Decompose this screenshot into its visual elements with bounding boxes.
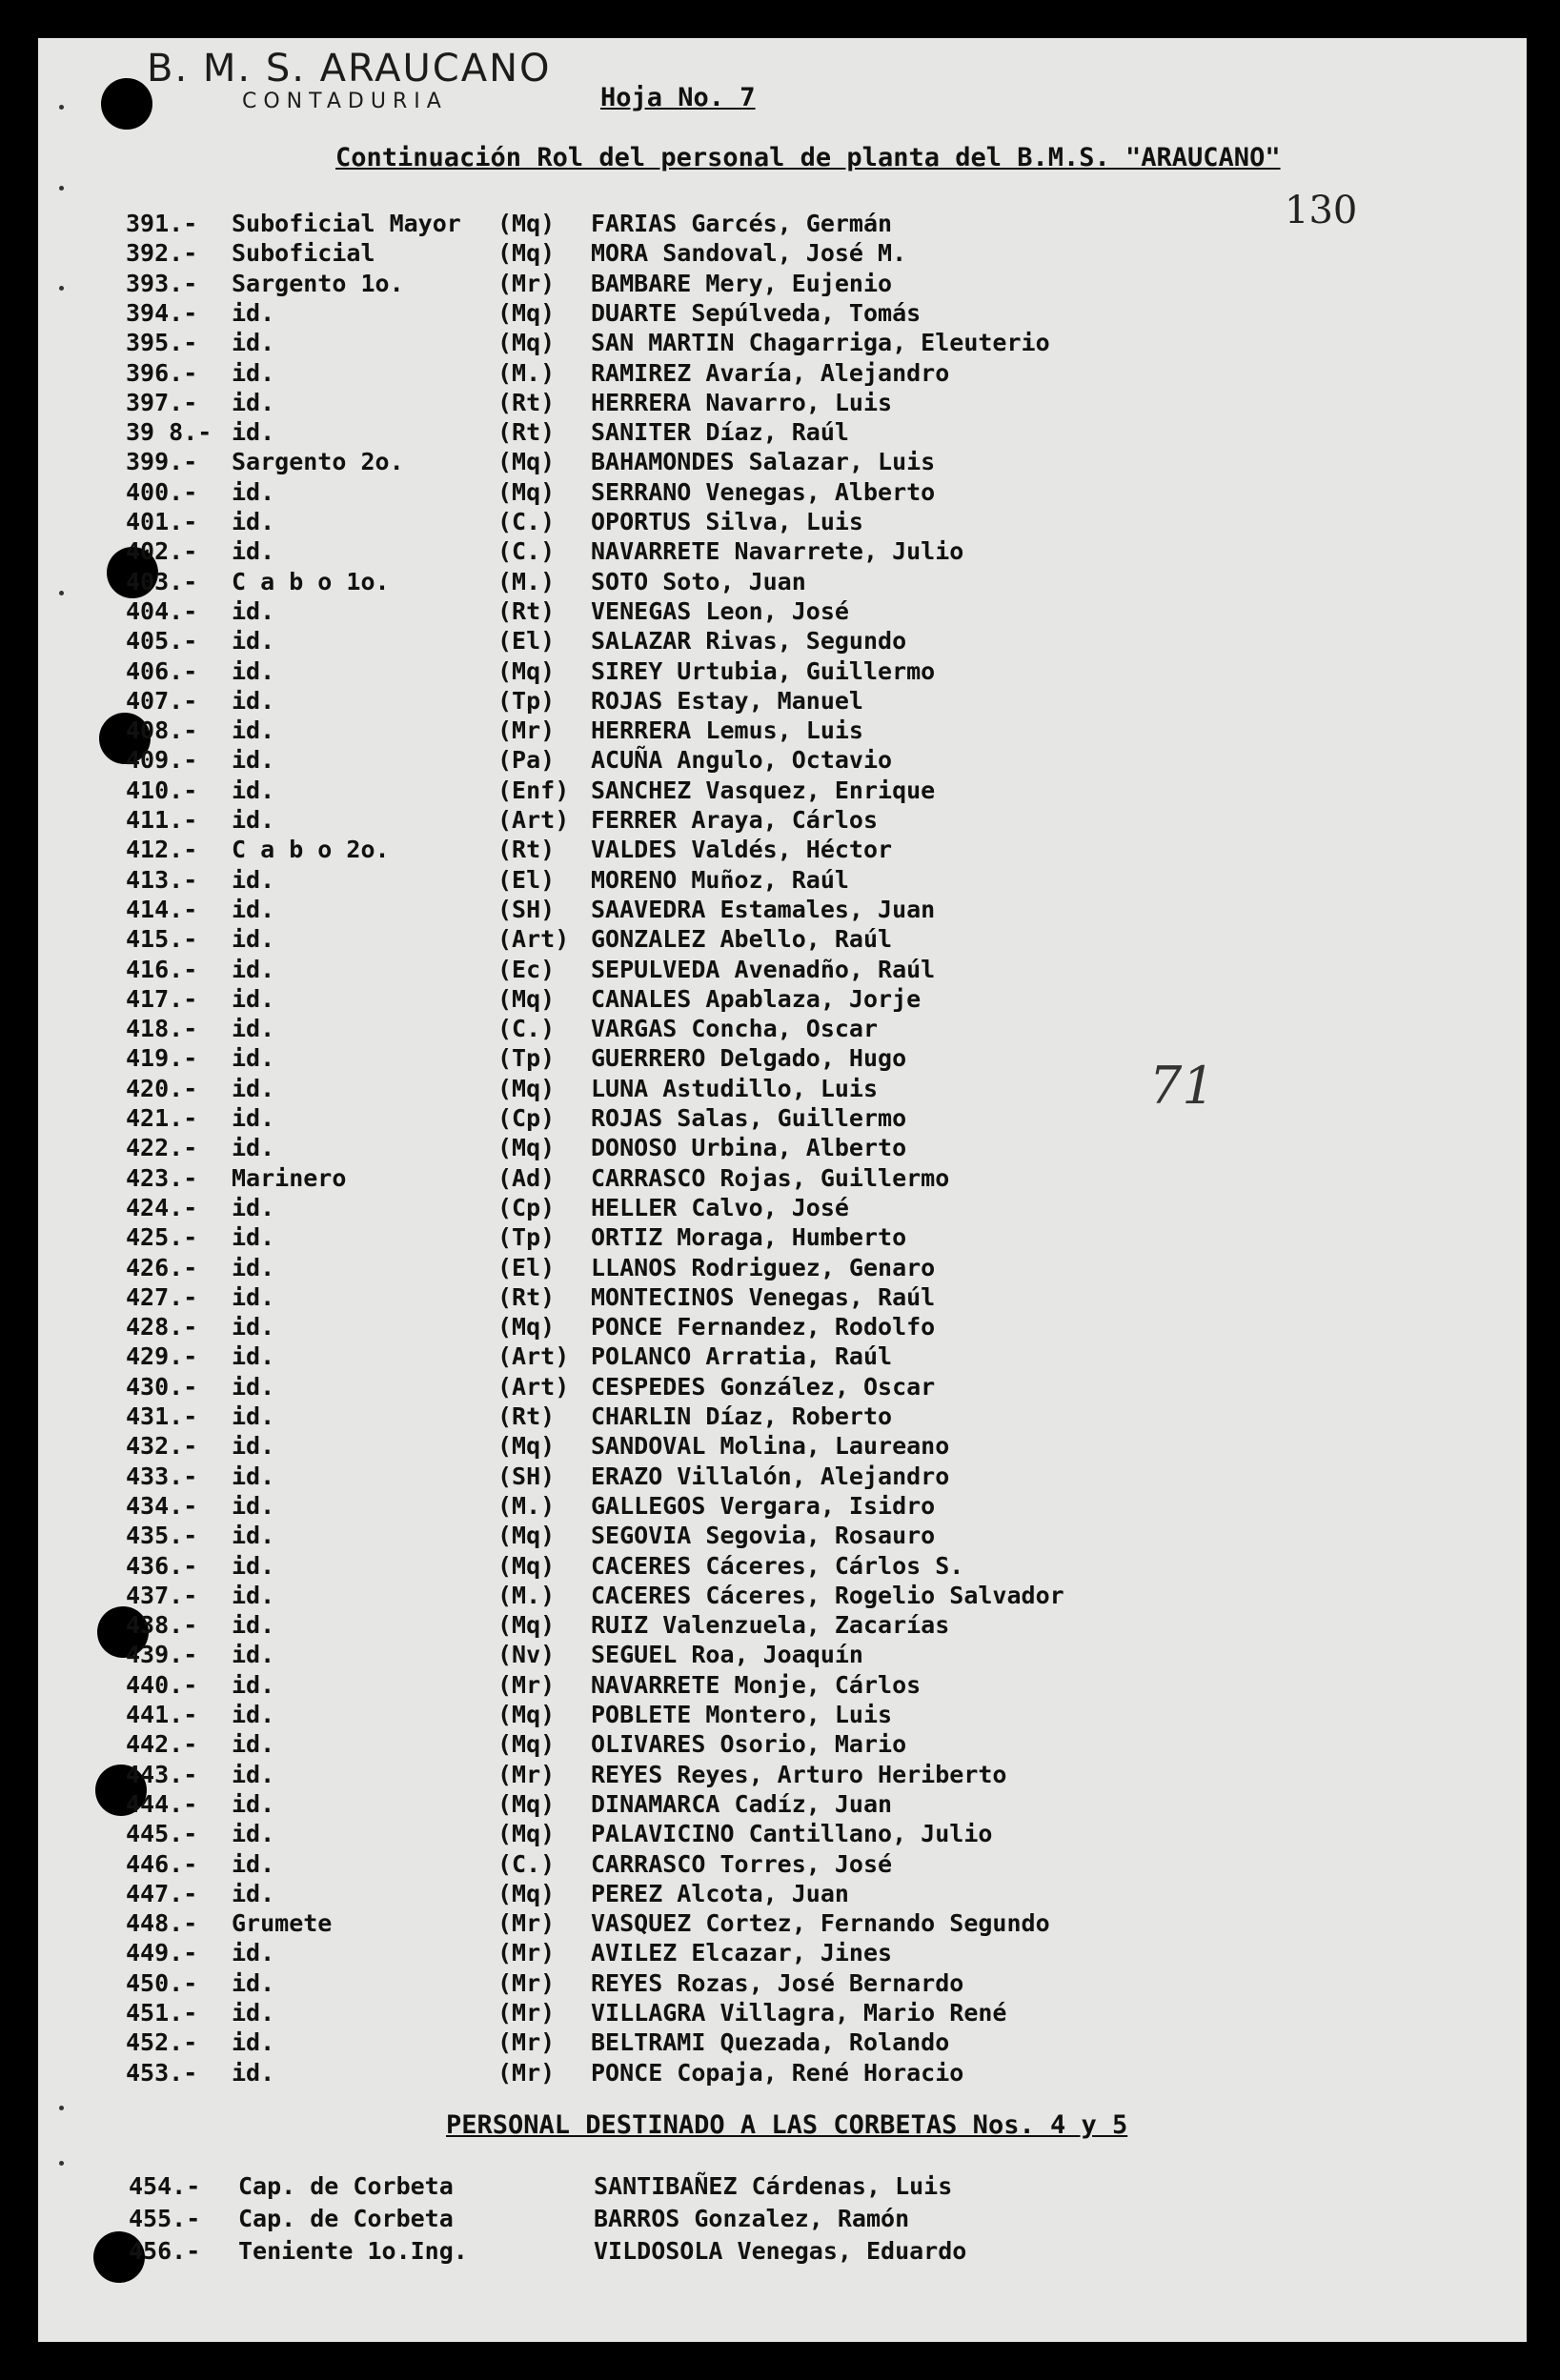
speck: [59, 186, 64, 191]
row-specialty: (Mr): [497, 1968, 556, 1997]
row-specialty: (Mq): [497, 984, 556, 1013]
row-number: 442.-: [126, 1730, 198, 1759]
row-rank: id.: [232, 1999, 275, 2027]
row-specialty: (Rt): [497, 836, 556, 864]
row-number: 406.-: [126, 656, 198, 685]
row-name: REYES Reyes, Arturo Heriberto: [591, 1760, 1007, 1788]
row-name: PALAVICINO Cantillano, Julio: [591, 1820, 993, 1848]
row-specialty: (Mq): [497, 1134, 556, 1162]
row-rank: id.: [232, 1581, 275, 1609]
row-rank: id.: [232, 1193, 275, 1221]
row-rank: id.: [232, 1313, 275, 1341]
row-rank: Sargento 2o.: [232, 448, 404, 476]
row-specialty: (Art): [497, 806, 570, 834]
row-number: 440.-: [126, 1670, 198, 1699]
row-rank: id.: [232, 716, 275, 745]
row-name: PEREZ Alcota, Juan: [591, 1879, 849, 1907]
row-rank: id.: [232, 1253, 275, 1281]
row-number: 409.-: [126, 746, 198, 775]
row-rank: id.: [232, 2058, 275, 2087]
row-number: 453.-: [126, 2058, 198, 2087]
row-number: 403.-: [126, 567, 198, 595]
speck: [59, 286, 64, 291]
row-rank: id.: [232, 537, 275, 566]
row-rank: id.: [232, 1760, 275, 1788]
row-name: SANCHEZ Vasquez, Enrique: [591, 776, 936, 804]
row-specialty: (Rt): [497, 1282, 556, 1311]
row-number: 435.-: [126, 1522, 198, 1550]
row-specialty: (Rt): [497, 1402, 556, 1430]
row-rank: id.: [232, 1044, 275, 1073]
row-specialty: (Mq): [497, 477, 556, 506]
speck: [59, 591, 64, 595]
row-specialty: (Mq): [497, 1730, 556, 1759]
row-rank: id.: [232, 1820, 275, 1848]
row-number: 415.-: [126, 925, 198, 954]
stamp-ship-name: B. M. S. ARAUCANO: [147, 47, 552, 91]
row-number: 431.-: [126, 1402, 198, 1430]
row-rank: Suboficial: [232, 239, 375, 268]
document-title: Continuación Rol del personal de planta del B.M.S. "ARAUCANO": [335, 143, 1281, 172]
row-name: SAAVEDRA Estamales, Juan: [591, 895, 936, 923]
row-specialty: (Tp): [497, 1223, 556, 1252]
row-name: SEPULVEDA Avenadño, Raúl: [591, 955, 936, 983]
row-specialty: (Mq): [497, 1611, 556, 1640]
row-name: SANTIBAÑEZ Cárdenas, Luis: [594, 2172, 953, 2200]
row-specialty: (Mr): [497, 2028, 556, 2057]
row-rank: id.: [232, 1701, 275, 1728]
ship-stamp: [147, 48, 552, 114]
row-specialty: (Mq): [497, 656, 556, 685]
row-rank: id.: [232, 776, 275, 804]
row-rank: C a b o 2o.: [232, 836, 390, 864]
row-rank: id.: [232, 1522, 275, 1550]
row-specialty: (SH): [497, 1462, 556, 1490]
stamp-department: CONTADURIA: [242, 90, 448, 113]
row-name: LUNA Astudillo, Luis: [591, 1074, 879, 1102]
row-rank: Cap. de Corbeta: [238, 2205, 454, 2232]
row-name: BARROS Gonzalez, Ramón: [594, 2205, 910, 2232]
row-number: 394.-: [126, 298, 198, 327]
row-specialty: (El): [497, 1253, 556, 1281]
row-rank: id.: [232, 1462, 275, 1490]
row-name: CARRASCO Rojas, Guillermo: [591, 1163, 950, 1192]
row-number: 447.-: [126, 1879, 198, 1907]
row-rank: id.: [232, 329, 275, 357]
row-specialty: (Mq): [497, 448, 556, 476]
row-number: 456.-: [129, 2237, 201, 2265]
page-number: 130: [1285, 189, 1358, 232]
row-specialty: (Mr): [497, 1760, 556, 1788]
row-name: ERAZO Villalón, Alejandro: [591, 1462, 950, 1490]
row-rank: id.: [232, 627, 275, 656]
row-rank: Teniente 1o.Ing.: [238, 2237, 468, 2265]
row-name: BAMBARE Mery, Eujenio: [591, 269, 893, 297]
row-number: 423.-: [126, 1163, 198, 1192]
row-number: 419.-: [126, 1044, 198, 1073]
row-name: HELLER Calvo, José: [591, 1193, 849, 1221]
row-number: 408.-: [126, 716, 198, 745]
row-number: 436.-: [126, 1551, 198, 1580]
row-number: 451.-: [126, 1999, 198, 2027]
row-name: SALAZAR Rivas, Segundo: [591, 627, 907, 656]
row-name: NAVARRETE Monje, Cárlos: [591, 1670, 922, 1699]
row-name: SANITER Díaz, Raúl: [591, 418, 849, 447]
row-rank: id.: [232, 1282, 275, 1311]
row-specialty: (Mq): [497, 1074, 556, 1102]
row-name: LLANOS Rodriguez, Genaro: [591, 1253, 936, 1281]
row-number: 438.-: [126, 1611, 198, 1640]
row-number: 395.-: [126, 329, 198, 357]
row-number: 418.-: [126, 1015, 198, 1043]
row-rank: id.: [232, 508, 275, 535]
row-specialty: (Art): [497, 1372, 570, 1401]
row-number: 449.-: [126, 1939, 198, 1967]
row-rank: id.: [232, 2028, 275, 2057]
row-rank: id.: [232, 746, 275, 775]
row-name: ROJAS Salas, Guillermo: [591, 1104, 907, 1132]
row-number: 413.-: [126, 865, 198, 894]
row-number: 444.-: [126, 1789, 198, 1818]
row-specialty: (Mq): [497, 239, 556, 268]
handwritten-mark: 71: [1149, 1056, 1215, 1116]
row-number: 393.-: [126, 269, 198, 297]
row-specialty: (Tp): [497, 1044, 556, 1073]
row-name: SOTO Soto, Juan: [591, 567, 806, 595]
row-rank: id.: [232, 1968, 275, 1997]
row-number: 434.-: [126, 1491, 198, 1520]
row-number: 399.-: [126, 448, 198, 476]
row-name: CESPEDES González, Oscar: [591, 1372, 936, 1401]
row-number: 411.-: [126, 806, 198, 834]
row-specialty: (Mq): [497, 1432, 556, 1461]
row-name: SIREY Urtubia, Guillermo: [591, 656, 936, 685]
row-number: 454.-: [129, 2172, 201, 2200]
row-specialty: (C.): [497, 508, 556, 535]
row-rank: Suboficial Mayor: [232, 210, 461, 237]
row-specialty: (Ad): [497, 1163, 556, 1192]
row-rank: Sargento 1o.: [232, 269, 404, 297]
row-rank: id.: [232, 806, 275, 834]
row-specialty: (Art): [497, 925, 570, 954]
row-rank: id.: [232, 1372, 275, 1401]
row-rank: id.: [232, 1015, 275, 1043]
row-specialty: (C.): [497, 1849, 556, 1878]
row-specialty: (M.): [497, 1491, 556, 1520]
row-name: CACERES Cáceres, Rogelio Salvador: [591, 1581, 1064, 1609]
row-rank: Marinero: [232, 1163, 347, 1192]
row-specialty: (Mr): [497, 269, 556, 297]
row-name: BAHAMONDES Salazar, Luis: [591, 448, 936, 476]
row-specialty: (El): [497, 865, 556, 894]
row-number: 410.-: [126, 776, 198, 804]
row-rank: id.: [232, 298, 275, 327]
row-number: 396.-: [126, 358, 198, 387]
row-name: PONCE Copaja, René Horacio: [591, 2058, 964, 2087]
row-name: FARIAS Garcés, Germán: [591, 210, 893, 237]
row-number: 430.-: [126, 1372, 198, 1401]
row-number: 414.-: [126, 895, 198, 923]
row-name: GALLEGOS Vergara, Isidro: [591, 1491, 936, 1520]
row-rank: id.: [232, 984, 275, 1013]
row-number: 400.-: [126, 477, 198, 506]
row-number: 404.-: [126, 596, 198, 625]
row-specialty: (Mq): [497, 1313, 556, 1341]
row-number: 421.-: [126, 1104, 198, 1132]
row-specialty: (Art): [497, 1342, 570, 1371]
row-number: 428.-: [126, 1313, 198, 1341]
row-name: VENEGAS Leon, José: [591, 596, 849, 625]
row-rank: id.: [232, 596, 275, 625]
row-rank: id.: [232, 1402, 275, 1430]
row-name: SEGOVIA Segovia, Rosauro: [591, 1522, 936, 1550]
row-rank: id.: [232, 1104, 275, 1132]
row-rank: id.: [232, 1342, 275, 1371]
row-rank: id.: [232, 1730, 275, 1759]
row-name: HERRERA Navarro, Luis: [591, 388, 893, 416]
row-specialty: (Mq): [497, 1879, 556, 1907]
row-number: 422.-: [126, 1134, 198, 1162]
row-name: ORTIZ Moraga, Humberto: [591, 1223, 907, 1252]
row-rank: id.: [232, 1939, 275, 1967]
row-rank: id.: [232, 1641, 275, 1669]
row-number: 397.-: [126, 388, 198, 416]
row-number: 417.-: [126, 984, 198, 1013]
row-rank: id.: [232, 477, 275, 506]
row-rank: id.: [232, 1432, 275, 1461]
row-number: 450.-: [126, 1968, 198, 1997]
row-name: OPORTUS Silva, Luis: [591, 508, 863, 535]
row-number: 455.-: [129, 2205, 201, 2232]
row-specialty: (Mr): [497, 1999, 556, 2027]
row-rank: id.: [232, 418, 275, 447]
row-name: GONZALEZ Abello, Raúl: [591, 925, 893, 954]
row-rank: id.: [232, 865, 275, 894]
row-name: PONCE Fernandez, Rodolfo: [591, 1313, 936, 1341]
row-rank: id.: [232, 1879, 275, 1907]
row-number: 441.-: [126, 1701, 198, 1728]
row-name: CARRASCO Torres, José: [591, 1849, 893, 1878]
row-name: DONOSO Urbina, Alberto: [591, 1134, 907, 1162]
row-number: 402.-: [126, 537, 198, 566]
row-name: CANALES Apablaza, Jorje: [591, 984, 922, 1013]
row-number: 405.-: [126, 627, 198, 656]
row-name: MONTECINOS Venegas, Raúl: [591, 1282, 936, 1311]
row-number: 429.-: [126, 1342, 198, 1371]
row-rank: id.: [232, 656, 275, 685]
row-number: 427.-: [126, 1282, 198, 1311]
row-specialty: (Mq): [497, 1522, 556, 1550]
row-number: 425.-: [126, 1223, 198, 1252]
row-number: 443.-: [126, 1760, 198, 1788]
row-number: 392.-: [126, 239, 198, 268]
row-rank: id.: [232, 686, 275, 715]
row-specialty: (Cp): [497, 1193, 556, 1221]
row-specialty: (Mq): [497, 1551, 556, 1580]
row-specialty: (Mr): [497, 1939, 556, 1967]
row-name: REYES Rozas, José Bernardo: [591, 1968, 964, 1997]
row-name: ROJAS Estay, Manuel: [591, 686, 863, 715]
row-name: GUERRERO Delgado, Hugo: [591, 1044, 907, 1073]
row-specialty: (Mq): [497, 210, 556, 237]
row-specialty: (El): [497, 627, 556, 656]
row-number: 412.-: [126, 836, 198, 864]
row-name: CACERES Cáceres, Cárlos S.: [591, 1551, 964, 1580]
row-name: ACUÑA Angulo, Octavio: [591, 746, 893, 775]
row-specialty: (Nv): [497, 1641, 556, 1669]
row-name: CHARLIN Díaz, Roberto: [591, 1402, 893, 1430]
row-name: HERRERA Lemus, Luis: [591, 716, 863, 745]
row-number: 420.-: [126, 1074, 198, 1102]
row-name: SEGUEL Roa, Joaquín: [591, 1641, 863, 1669]
row-number: 452.-: [126, 2028, 198, 2057]
row-name: VARGAS Concha, Oscar: [591, 1015, 879, 1043]
sheet-number: Hoja No. 7: [600, 83, 756, 112]
row-name: AVILEZ Elcazar, Jines: [591, 1939, 893, 1967]
row-number: 439.-: [126, 1641, 198, 1669]
row-specialty: (Mq): [497, 1820, 556, 1848]
row-specialty: (Rt): [497, 388, 556, 416]
row-rank: id.: [232, 1223, 275, 1252]
row-specialty: (C.): [497, 1015, 556, 1043]
row-specialty: (SH): [497, 895, 556, 923]
row-specialty: (Mq): [497, 298, 556, 327]
row-name: MORA Sandoval, José M.: [591, 239, 907, 268]
row-specialty: (Mq): [497, 1701, 556, 1728]
row-number: 391.-: [126, 210, 198, 237]
row-name: NAVARRETE Navarrete, Julio: [591, 537, 964, 566]
row-name: SANDOVAL Molina, Laureano: [591, 1432, 950, 1461]
row-name: RUIZ Valenzuela, Zacarías: [591, 1611, 950, 1640]
speck: [59, 105, 64, 110]
row-name: MORENO Muñoz, Raúl: [591, 865, 849, 894]
row-specialty: (Mr): [497, 2058, 556, 2087]
row-rank: id.: [232, 1670, 275, 1699]
row-rank: Grumete: [232, 1909, 333, 1938]
row-rank: id.: [232, 1789, 275, 1818]
row-specialty: (C.): [497, 537, 556, 566]
row-name: RAMIREZ Avaría, Alejandro: [591, 358, 950, 387]
row-name: VALDES Valdés, Héctor: [591, 836, 893, 864]
row-specialty: (M.): [497, 358, 556, 387]
row-name: DINAMARCA Cadíz, Juan: [591, 1789, 893, 1818]
row-number: 401.-: [126, 508, 198, 535]
speck: [59, 2161, 64, 2166]
row-name: POBLETE Montero, Luis: [591, 1701, 893, 1728]
row-specialty: (Rt): [497, 596, 556, 625]
row-number: 433.-: [126, 1462, 198, 1490]
row-rank: id.: [232, 895, 275, 923]
row-name: FERRER Araya, Cárlos: [591, 806, 879, 834]
punch-hole: [101, 78, 152, 130]
row-rank: id.: [232, 1074, 275, 1102]
row-rank: id.: [232, 388, 275, 416]
row-specialty: (Ec): [497, 955, 556, 983]
row-rank: Cap. de Corbeta: [238, 2172, 454, 2200]
row-number: 39 8.-: [126, 418, 213, 447]
row-specialty: (Tp): [497, 686, 556, 715]
row-name: DUARTE Sepúlveda, Tomás: [591, 298, 922, 327]
row-number: 424.-: [126, 1193, 198, 1221]
row-specialty: (Rt): [497, 418, 556, 447]
row-rank: id.: [232, 955, 275, 983]
row-number: 407.-: [126, 686, 198, 715]
row-name: SERRANO Venegas, Alberto: [591, 477, 936, 506]
corvettes-section-title: PERSONAL DESTINADO A LAS CORBETAS Nos. 4 y 5: [446, 2110, 1128, 2140]
row-rank: id.: [232, 925, 275, 954]
row-number: 445.-: [126, 1820, 198, 1848]
row-rank: id.: [232, 1134, 275, 1162]
row-rank: id.: [232, 358, 275, 387]
row-number: 437.-: [126, 1581, 198, 1609]
row-rank: C a b o 1o.: [232, 567, 390, 595]
speck: [59, 2106, 64, 2110]
row-specialty: (Mr): [497, 1670, 556, 1699]
row-specialty: (Pa): [497, 746, 556, 775]
row-rank: id.: [232, 1551, 275, 1580]
row-name: VILDOSOLA Venegas, Eduardo: [594, 2237, 967, 2265]
row-name: POLANCO Arratia, Raúl: [591, 1342, 893, 1371]
row-specialty: (Enf): [497, 776, 570, 804]
row-number: 446.-: [126, 1849, 198, 1878]
row-specialty: (M.): [497, 1581, 556, 1609]
row-specialty: (Mr): [497, 716, 556, 745]
row-name: OLIVARES Osorio, Mario: [591, 1730, 907, 1759]
row-specialty: (Cp): [497, 1104, 556, 1132]
row-rank: id.: [232, 1611, 275, 1640]
row-rank: id.: [232, 1491, 275, 1520]
row-specialty: (Mr): [497, 1909, 556, 1938]
row-number: 432.-: [126, 1432, 198, 1461]
row-name: VILLAGRA Villagra, Mario René: [591, 1999, 1007, 2027]
row-name: VASQUEZ Cortez, Fernando Segundo: [591, 1909, 1050, 1938]
row-specialty: (M.): [497, 567, 556, 595]
row-specialty: (Mq): [497, 329, 556, 357]
row-specialty: (Mq): [497, 1789, 556, 1818]
row-number: 426.-: [126, 1253, 198, 1281]
row-rank: id.: [232, 1849, 275, 1878]
row-name: SAN MARTIN Chagarriga, Eleuterio: [591, 329, 1050, 357]
row-number: 416.-: [126, 955, 198, 983]
row-name: BELTRAMI Quezada, Rolando: [591, 2028, 950, 2057]
row-number: 448.-: [126, 1909, 198, 1938]
